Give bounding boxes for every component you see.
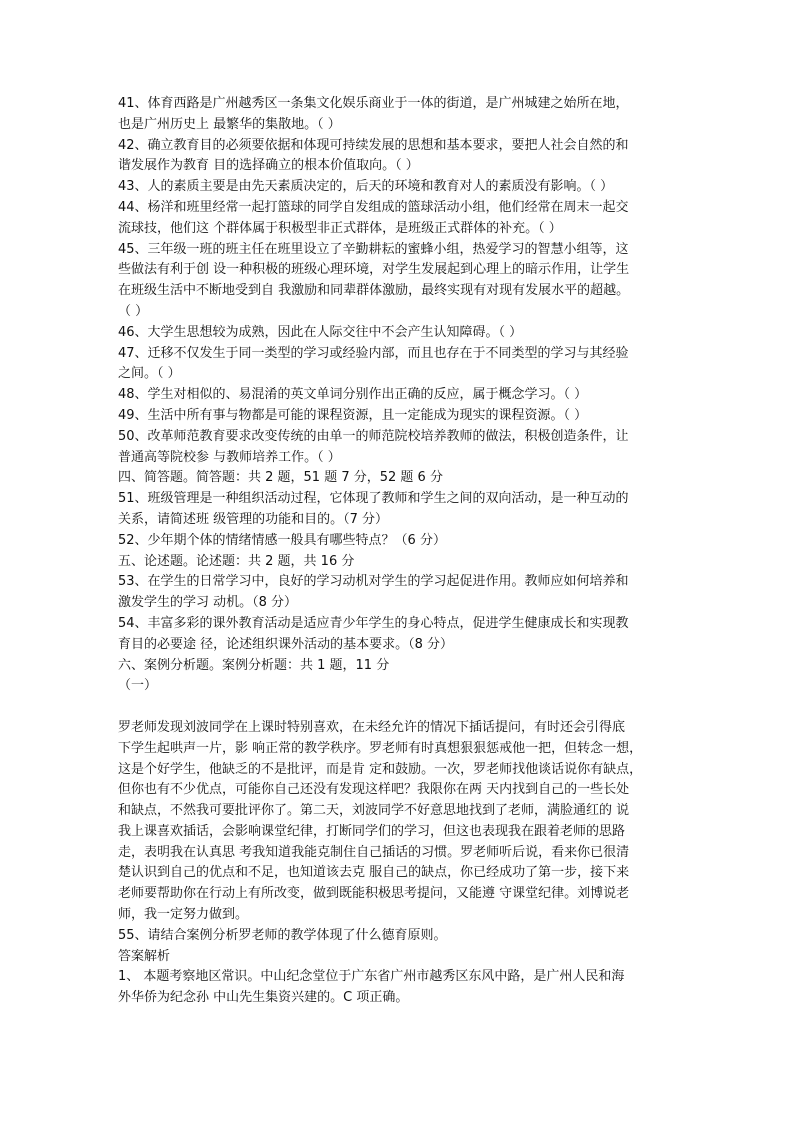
text-line: 43、人的素质主要是由先天素质决定的，后天的环境和教育对人的素质没有影响。（ ） — [118, 179, 614, 195]
text-line: 师，我一定努力做到。 — [118, 907, 249, 923]
text-line: 四、简答题。简答题：共 2 题，51 题 7 分，52 题 6 分 — [118, 470, 443, 486]
text-line: 53、在学生的日常学习中，良好的学习动机对学生的学习起促进作用。教师应如何培养和 — [118, 574, 629, 590]
text-line: 在班级生活中不断地受到自 我激励和同辈群体激励，最终实现有对现有发展水平的超越。 — [118, 283, 630, 299]
text-line: 激发学生的学习 动机。（8 分） — [118, 595, 298, 611]
text-line: 下学生起哄声一片，影 响正常的教学秩序。罗老师有时真想狠狠惩戒他一把，但转念一想， — [118, 740, 643, 756]
text-line: 之间。（ ） — [118, 366, 181, 382]
text-line: 些做法有利于创 设一种积极的班级心理环境，对学生发展起到心理上的暗示作用，让学生 — [118, 262, 630, 278]
text-line: 关系，请简述班 级管理的功能和目的。（7 分） — [118, 511, 389, 527]
text-line: 流球技，他们这 个群体属于积极型非正式群体，是班级正式群体的补充。（ ） — [118, 220, 562, 236]
text-line: 44、杨洋和班里经常一起打篮球的同学自发组成的篮球活动小组，他们经常在周末一起交 — [118, 199, 629, 215]
text-line: 外华侨为纪念孙 中山先生集资兴建的。C 项正确。 — [118, 990, 409, 1006]
text-line: 48、学生对相似的、易混淆的英文单词分别作出正确的反应，属于概念学习。（ ） — [118, 387, 588, 403]
text-line: 和缺点，不然我可要批评你了。第二天，刘波同学不好意思地找到了老师，满脸通红的 说 — [118, 803, 630, 819]
text-line: 50、改革师范教育要求改变传统的由单一的师范院校培养教师的做法，积极创造条件，让 — [118, 428, 629, 444]
text-line: 1、 本题考察地区常识。中山纪念堂位于广东省广州市越秀区东风中路，是广州人民和海 — [118, 969, 625, 985]
text-line: 42、确立教育目的必须要依据和体现可持续发展的思想和基本要求，要把人社会自然的和 — [118, 137, 629, 153]
text-line: 也是广州历史上 最繁华的集散地。（ ） — [118, 116, 341, 132]
text-line: 52、少年期个体的情绪情感一般具有哪些特点？（6 分） — [118, 532, 446, 548]
text-line: 46、大学生思想较为成熟，因此在人际交往中不会产生认知障碍。（ ） — [118, 324, 523, 340]
text-line: 51、班级管理是一种组织活动过程，它体现了教师和学生之间的双向活动，是一种互动的 — [118, 491, 629, 507]
text-line: （一） — [118, 678, 158, 694]
text-line: 我上课喜欢插话，会影响课堂纪律，打断同学们的学习，但这也表现我在跟着老师的思路 — [118, 823, 626, 839]
text-line: 楚认识到自己的优点和不足，也知道该去克 服自己的缺点，你已经成功了第一步，接下来 — [118, 865, 630, 881]
text-line: 老师要帮助你在行动上有所改变，做到既能积极思考提问，又能遵 守课堂纪律。刘博说老 — [118, 886, 630, 902]
text-line: 49、生活中所有事与物都是可能的课程资源，且一定能成为现实的课程资源。（ ） — [118, 407, 588, 423]
text-line: 普通高等院校参 与教师培养工作。（ ） — [118, 449, 341, 465]
text-line: 育目的必要途 径，论述组织课外活动的基本要求。（8 分） — [118, 636, 454, 652]
text-line: （ ） — [118, 303, 149, 319]
text-line: 这是个好学生，他缺乏的不是批评，而是肯 定和鼓励。一次，罗老师找他谈话说你有缺点， — [118, 761, 643, 777]
text-line: 41、体育西路是广州越秀区一条集文化娱乐商业于一体的街道，是广州城建之始所在地， — [118, 96, 629, 111]
text-line: 47、迁移不仅发生于同一类型的学习或经验内部，而且也存在于不同类型的学习与其经验 — [118, 345, 629, 361]
text-line: 五、论述题。论述题：共 2 题，共 16 分 — [118, 553, 355, 569]
text-line: 走，表明我在认真思 考我知道我能克制住自己插话的习惯。罗老师听后说，看来你已很清 — [118, 844, 630, 860]
text-line: 45、三年级一班的班主任在班里设立了辛勤耕耘的蜜蜂小组，热爱学习的智慧小组等，这 — [118, 241, 629, 257]
text-line: 谐发展作为教育 目的选择确立的根本价值取向。（ ） — [118, 158, 419, 174]
text-line — [118, 697, 676, 718]
text-line: 54、丰富多彩的课外教育活动是适应青少年学生的身心特点，促进学生健康成长和实现教 — [118, 615, 629, 631]
text-line: 六、案例分析题。案例分析题：共 1 题，11 分 — [118, 657, 390, 673]
text-line: 答案解析 — [118, 948, 171, 964]
text-line: 55、请结合案例分析罗老师的教学体现了什么德育原则。 — [118, 927, 447, 943]
text-line: 但你也有不少优点，可能你自己还没有发现这样吧？我限你在两 天内找到自己的一些长处 — [118, 782, 630, 798]
text-line: 罗老师发现刘波同学在上课时特别喜欢，在未经允许的情况下插话提问，有时还会引得底 — [118, 719, 626, 735]
